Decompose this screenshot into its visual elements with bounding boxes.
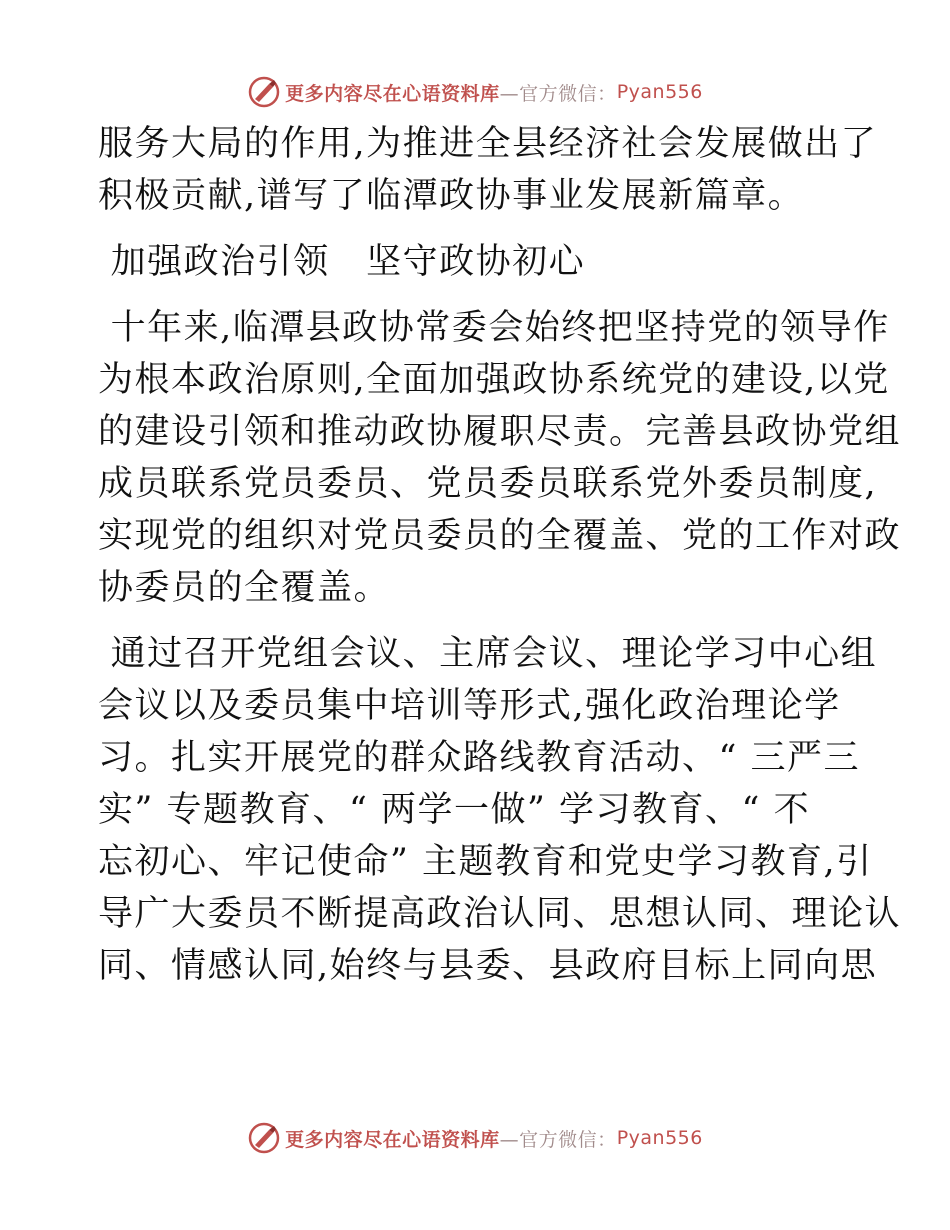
watermark-main-text: 更多内容尽在心语资料库 [285, 1128, 500, 1151]
text-line: 习。扎实开展党的群众路线教育活动、“ 三严三 [98, 738, 861, 778]
paragraph-2 [98, 302, 902, 614]
text-line: 通过召开党组会议、主席会议、理论学习中心组 [98, 634, 878, 674]
text-line: 为根本政治原则,全面加强政协系统党的建设,以党 [98, 360, 890, 400]
text-line: 导广大委员不断提高政治认同、思想认同、理论认 [98, 894, 902, 934]
paragraph-3 [98, 628, 902, 992]
text-line: 的建设引领和推动政协履职尽责。完善县政协党组 [98, 412, 902, 452]
text-line: 实” 专题教育、“ 两学一做” 学习教育、“ 不 [98, 790, 811, 830]
document-body [98, 118, 902, 992]
watermark-id-text: Pyan556 [616, 1127, 703, 1149]
watermark-dash-text: —官方微信： [499, 1128, 617, 1151]
footer-watermark [0, 1118, 950, 1158]
pen-logo-icon [247, 75, 281, 109]
text-line: 实现党的组织对党员委员的全覆盖、党的工作对政 [98, 516, 902, 556]
watermark-main-text: 更多内容尽在心语资料库 [285, 82, 500, 105]
text-line: 同、情感认同,始终与县委、县政府目标上同向思 [98, 946, 878, 986]
text-line: 十年来,临潭县政协常委会始终把坚持党的领导作 [98, 308, 890, 348]
section-heading [98, 236, 858, 288]
text-line: 成员联系党员委员、党员委员联系党外委员制度, [98, 464, 878, 504]
text-line: 协委员的全覆盖。 [98, 568, 391, 608]
pen-logo-icon [247, 1121, 281, 1155]
header-watermark [0, 72, 950, 112]
text-line: 忘初心、牢记使命” 主题教育和党史学习教育,引 [98, 842, 873, 882]
heading-line: 加强政治引领 坚守政协初心 [98, 242, 586, 282]
text-line: 积极贡献,谱写了临潭政协事业发展新篇章。 [98, 176, 805, 216]
text-line: 服务大局的作用,为推进全县经济社会发展做出了 [98, 124, 878, 164]
text-line: 会议以及委员集中培训等形式,强化政治理论学 [98, 686, 841, 726]
watermark-id-text: Pyan556 [616, 81, 703, 103]
watermark-dash-text: —官方微信： [499, 82, 617, 105]
paragraph-1 [98, 118, 878, 222]
